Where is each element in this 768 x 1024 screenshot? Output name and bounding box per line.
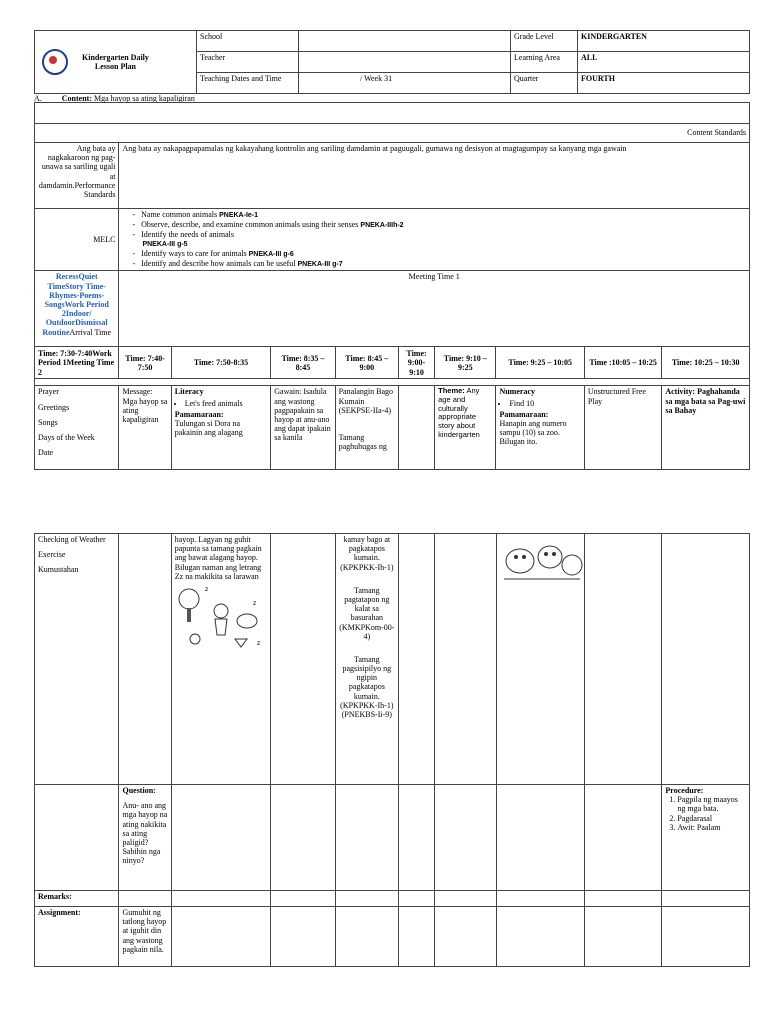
quarter-value: FOURTH bbox=[578, 73, 750, 94]
arrival-item: Kumustahan bbox=[38, 565, 79, 575]
empty-cell bbox=[171, 907, 271, 967]
empty-cell bbox=[335, 785, 398, 891]
melc-list bbox=[119, 209, 750, 271]
time-slot: Time: 7:40-7:50 bbox=[119, 347, 171, 379]
empty-cell bbox=[119, 534, 171, 785]
routine-cell: RecessQuiet TimeStory Time-Rhymes-Poems-SongsWork Period 2Indoor/ OutdoorDismissal RoutineArrival Time bbox=[35, 271, 119, 347]
content-line: A. Content: Mga hayop sa ating kapaligiran bbox=[34, 94, 195, 103]
melc-item: - Observe, describe, and examine common animals using their senses PNEKA-IIIh-2 bbox=[132, 220, 404, 230]
empty-cell bbox=[662, 907, 750, 967]
blank-row bbox=[35, 103, 750, 124]
melc-label: MELC bbox=[35, 209, 119, 271]
empty-cell bbox=[271, 785, 335, 891]
panalangin-cell: Panalangin Bago Kumain (SEKPSE-IIa-4) Tamang paghuhugas ng bbox=[335, 386, 398, 470]
deped-seal-icon bbox=[42, 49, 68, 75]
empty-cell bbox=[271, 534, 335, 785]
arrival-activities bbox=[35, 386, 119, 470]
time-slot: Time: 7:30-7:40Work Period 1Meeting Time 2 bbox=[35, 347, 119, 379]
quarter-label: Quarter bbox=[511, 73, 578, 94]
spacer-row bbox=[35, 379, 750, 386]
empty-cell bbox=[585, 534, 662, 785]
gawain-cell: Gawain: Isadula ang wastong pagpapakain sa hayop at anu-ano ang dapat ipakain sa kanila bbox=[271, 386, 335, 470]
empty-cell bbox=[496, 785, 584, 891]
arrival-item: Exercise bbox=[38, 550, 66, 560]
procedure-step: 2. Pagdarasal bbox=[677, 814, 746, 823]
time-slot: Time: 7:50-8:35 bbox=[171, 347, 271, 379]
dates-label: Teaching Dates and Time bbox=[197, 73, 299, 94]
time-slot: Time: 9:10 – 9:25 bbox=[435, 347, 496, 379]
melc-item: PNEKA-III g-5 bbox=[142, 241, 188, 249]
empty-cell bbox=[662, 534, 750, 785]
empty-cell bbox=[399, 907, 435, 967]
arrival-item: Prayer bbox=[38, 387, 59, 397]
svg-text:z: z bbox=[256, 639, 260, 647]
question-cell: Question: Anu- ano ang mga hayop na ating nakikita sa ating paligid? Sabihin nga ninyo? bbox=[119, 785, 171, 891]
empty-cell bbox=[171, 891, 271, 907]
arrival-item: Checking of Weather bbox=[38, 535, 106, 544]
empty-cell bbox=[119, 891, 171, 907]
time-slot: Time: 9:00-9:10 bbox=[398, 347, 434, 379]
literacy-continued: hayop. Lagyan ng guhit papunta sa tamang pagkain ang bawat alagang hayop. Bilugan naman ang letrang Zz na makikita sa larawan z z z bbox=[171, 534, 271, 785]
time-slot: Time: 8:35 – 8:45 bbox=[271, 347, 335, 379]
empty-cell bbox=[662, 891, 750, 907]
empty-cell bbox=[585, 785, 662, 891]
teacher-label: Teacher bbox=[197, 52, 299, 73]
empty-cell bbox=[435, 891, 496, 907]
procedure-cell: Procedure: 1. Pagpila ng maayos ng mga bata. 2. Pagdarasal 3. Awit: Paalam bbox=[662, 785, 750, 891]
empty-cell bbox=[435, 785, 496, 891]
doc-title: Kindergarten Daily Lesson Plan bbox=[82, 52, 149, 71]
meeting-time: Meeting Time 1 bbox=[119, 271, 750, 347]
dates-value: / Week 31 bbox=[299, 73, 511, 94]
empty-cell bbox=[585, 891, 662, 907]
melc-item: - Identify ways to care for animals PNEKA-III g-6 bbox=[132, 249, 294, 259]
health-habits-cell: kamay bago at pagkatapos kumain. (KPKPKK-Ih-1) Tamang pagtatapon ng kalat sa basurahan (KMKPKom-00-4) Tamang pagsisipilyo ng ngipin pagkatapos kumain. (KPKPKK-Ih-1) (PNEKBS-Ii-9) bbox=[335, 534, 398, 785]
assignment-cell: Gumuhit ng tatlong hayop at iguhit din ang wastong pagkain nila. bbox=[119, 907, 171, 967]
performance-standards-label: Ang bata ay nagkakaroon ng pag-unawa sa sariling ugali at damdamin.Performance Standards bbox=[35, 143, 119, 209]
empty-cell bbox=[398, 386, 434, 470]
empty-cell bbox=[171, 785, 271, 891]
free-play-cell: Unstructured Free Play bbox=[584, 386, 661, 470]
school-value bbox=[299, 31, 511, 52]
melc-item: - Identify and describe how animals can be useful PNEKA-III g-7 bbox=[132, 259, 343, 269]
time-slot: Time: 8:45 – 9:00 bbox=[335, 347, 398, 379]
area-value: ALL bbox=[578, 52, 750, 73]
procedure-step: 3. Awit: Paalam bbox=[677, 823, 746, 832]
area-label: Learning Area bbox=[511, 52, 578, 73]
time-row bbox=[35, 347, 750, 379]
empty-cell bbox=[35, 785, 119, 891]
performance-standards-text: Ang bata ay nakapagpapamalas ng kakayahang kontrolin ang sariling damdamin at paguugali, gumawa ng desisyon at magtagumpay sa kanyang mga gawain bbox=[119, 143, 750, 209]
time-slot: Time: 10:25 – 10:30 bbox=[662, 347, 750, 379]
lesson-table bbox=[34, 102, 750, 470]
numeracy-cell: Numeracy • Find 10 Pamamaraan: Hanapin ang numero sampu (10) sa zoo. Bilugan ito. bbox=[496, 386, 584, 470]
message-cell: Message: Mga hayop sa ating kapaligiran bbox=[119, 386, 171, 470]
header-logo-cell bbox=[35, 31, 197, 94]
teacher-value bbox=[299, 52, 511, 73]
content-standards: Content Standards bbox=[35, 124, 750, 143]
arrival-activities-continued bbox=[35, 534, 119, 785]
grade-label: Grade Level bbox=[511, 31, 578, 52]
empty-cell bbox=[585, 907, 662, 967]
time-slot: Time: 9:25 – 10:05 bbox=[496, 347, 584, 379]
empty-cell bbox=[496, 891, 584, 907]
literacy-cell: Literacy • Let's feed animals Pamamaraan: Tulungan si Dora na pakainin ang alagang bbox=[171, 386, 271, 470]
arrival-item: Songs bbox=[38, 417, 58, 427]
activity-cell: Activity: Paghahanda sa mga bata sa Pag-uwi sa Bahay bbox=[662, 386, 750, 470]
empty-cell bbox=[335, 891, 398, 907]
svg-text:z: z bbox=[252, 599, 256, 607]
melc-item: - Identify the needs of animals bbox=[132, 230, 234, 240]
header-table bbox=[34, 30, 750, 94]
svg-text:z: z bbox=[204, 585, 208, 593]
melc-item: - Name common animals PNEKA-Ie-1 bbox=[132, 210, 259, 219]
empty-cell bbox=[271, 891, 335, 907]
numeracy-continued bbox=[496, 534, 584, 785]
empty-cell bbox=[496, 907, 584, 967]
theme-cell: Theme: Any age and culturally appropriate story about kindergarten bbox=[435, 386, 496, 470]
arrival-item: Date bbox=[38, 448, 54, 458]
feed-animals-worksheet-image bbox=[175, 581, 267, 651]
empty-cell bbox=[435, 534, 496, 785]
time-slot: Time :10:05 – 10:25 bbox=[584, 347, 661, 379]
arrival-item: Days of the Week bbox=[38, 432, 95, 442]
zoo-animals-image bbox=[500, 535, 584, 585]
arrival-item: Greetings bbox=[38, 402, 70, 412]
empty-cell bbox=[399, 891, 435, 907]
lesson-table-continued bbox=[34, 533, 750, 967]
empty-cell bbox=[335, 907, 398, 967]
empty-cell bbox=[435, 907, 496, 967]
assignment-label: Assignment: bbox=[35, 907, 119, 967]
empty-cell bbox=[271, 907, 335, 967]
grade-value: KINDERGARTEN bbox=[578, 31, 750, 52]
empty-cell bbox=[399, 785, 435, 891]
procedure-step: 1. Pagpila ng maayos ng mga bata. bbox=[677, 795, 746, 813]
remarks-label: Remarks: bbox=[35, 891, 119, 907]
school-label: School bbox=[197, 31, 299, 52]
empty-cell bbox=[399, 534, 435, 785]
